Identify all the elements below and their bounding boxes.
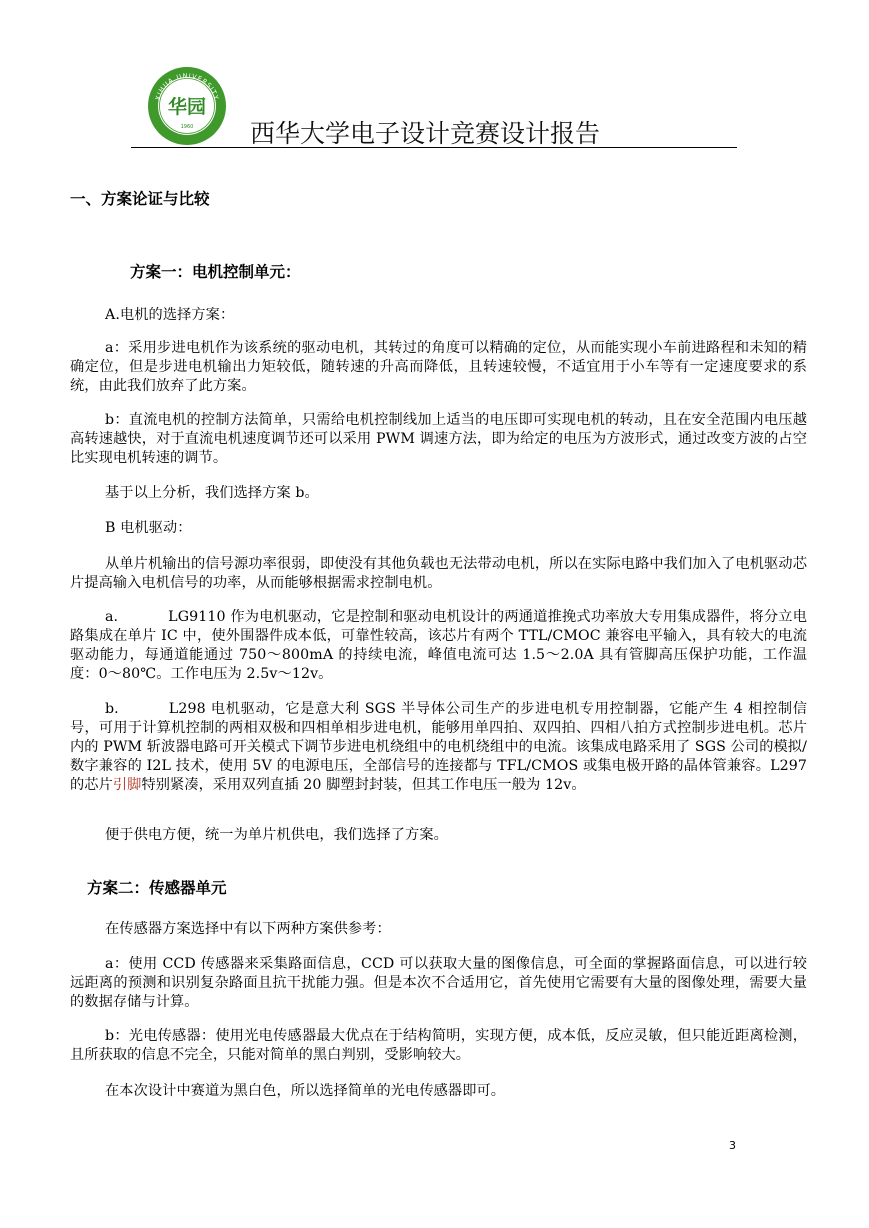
l298-label: b. xyxy=(105,701,119,717)
l298-highlight: 引脚 xyxy=(112,777,142,793)
driver-intro-paragraph: 从单片机输出的信号源功率很弱，即使没有其他负载也无法带动电机，所以在实际电路中我们加入了电机驱动芯片提高输入电机信号的功率，从而能够根据需求控制电机。 xyxy=(70,556,807,591)
ccd-sensor-paragraph: a：使用 CCD 传感器来采集路面信息，CCD 可以获取大量的图像信息，可全面的掌握路面信息，可以进行较远距离的预测和识别复杂路面且抗干扰能力强。但是本次不合适用它，首先使用它需要有大量的图像处理，需要大量的数据存储与计算。 xyxy=(70,956,807,1010)
plan2-heading: 方案二：传感器单元 xyxy=(87,879,227,897)
dc-motor-paragraph: b：直流电机的控制方法简单，只需给电机控制线加上适当的电压即可实现电机的转动，且在安全范围内电压越高转速越快，对于直流电机速度调节还可以采用 PWM 调速方法，即为给定的电压为方波形式，通过改变方波的占空比实现电机转速的调节。 xyxy=(70,412,807,466)
conclusion-motor-choice: 基于以上分析，我们选择方案 b。 xyxy=(105,485,319,501)
sensor-conclusion: 在本次设计中赛道为黑白色，所以选择简单的光电传感器即可。 xyxy=(105,1083,506,1099)
l298-text-end: 特别紧凑，采用双列直插 20 脚塑封封装，但其工作电压一般为 12v。 xyxy=(141,777,586,793)
logo-year: 1960 xyxy=(180,124,194,130)
report-title: 西华大学电子设计竞赛设计报告 xyxy=(250,119,601,148)
stepper-motor-paragraph: a：采用步进电机作为该系统的驱动电机，其转过的角度可以精确的定位，从而能实现小车前进路程和未知的精确定位，但是步进电机输出力矩较低，随转速的升高而降低，且转速较慢，不适宜用于小车等有一定速度要求的系统，由此我们放弃了此方案。 xyxy=(70,340,807,394)
university-logo xyxy=(147,66,227,146)
sensor-intro: 在传感器方案选择中有以下两种方案供参考： xyxy=(105,921,391,937)
logo-ring-text: XIHUA UNIVERSITY xyxy=(153,71,221,102)
header-divider xyxy=(131,147,737,148)
motor-choice-heading: A.电机的选择方案： xyxy=(105,307,235,323)
plan1-heading: 方案一：电机控制单元： xyxy=(130,263,301,281)
conclusion-power: 便于供电方便，统一为单片机供电，我们选择了方案。 xyxy=(105,827,448,843)
photoelectric-sensor-paragraph: b：光电传感器：使用光电传感器最大优点在于结构简明，实现方便，成本低，反应灵敏，但只能近距离检测，且所获取的信息不完全，只能对简单的黑白判别，受影响较大。 xyxy=(70,1028,807,1063)
lg9110-paragraph xyxy=(70,608,807,684)
lg9110-text: LG9110 作为电机驱动，它是控制和驱动电机设计的两通道推挽式功率放大专用集成器件，将分立电路集成在单片 IC 中，使外围器件成本低，可靠性较高，该芯片有两个 TTL/CMOC 兼容电平输入，具有较大的电流驱动能力，每通道能通过 750～800mA 的持续电流，峰值电流可达 1.5～2.0A 具有管脚高压保护功能，工作温度：0～80℃。工作电压为 2.5v～12v。 xyxy=(70,609,807,682)
l298-paragraph xyxy=(70,700,807,795)
section-heading: 一、方案论证与比较 xyxy=(70,190,210,208)
l298-text: L298 电机驱动，它是意大利 SGS 半导体公司生产的步进电机专用控制器，它能产生 4 相控制信号，可用于计算机控制的两相双极和四相单相步进电机，能够用单四拍、双四拍、四相八拍方式控制步进电机。芯片内的 PWM 斩波器电路可开关模式下调节步进电机绕组中的电机绕组中的电流。该集成电路采用了 SGS 公司的模拟/数字兼容的 I2L 技术，使用 5V 的电源电压，全部信号的连接都与 TFL/CMOS 或集电极开路的晶体管兼容。L297 的芯片 xyxy=(70,701,807,793)
motor-driver-heading: B 电机驱动： xyxy=(105,520,192,536)
lg9110-label: a. xyxy=(105,609,119,625)
page-number: 3 xyxy=(729,1139,736,1152)
logo-emblem-text: 华园 xyxy=(167,96,207,118)
